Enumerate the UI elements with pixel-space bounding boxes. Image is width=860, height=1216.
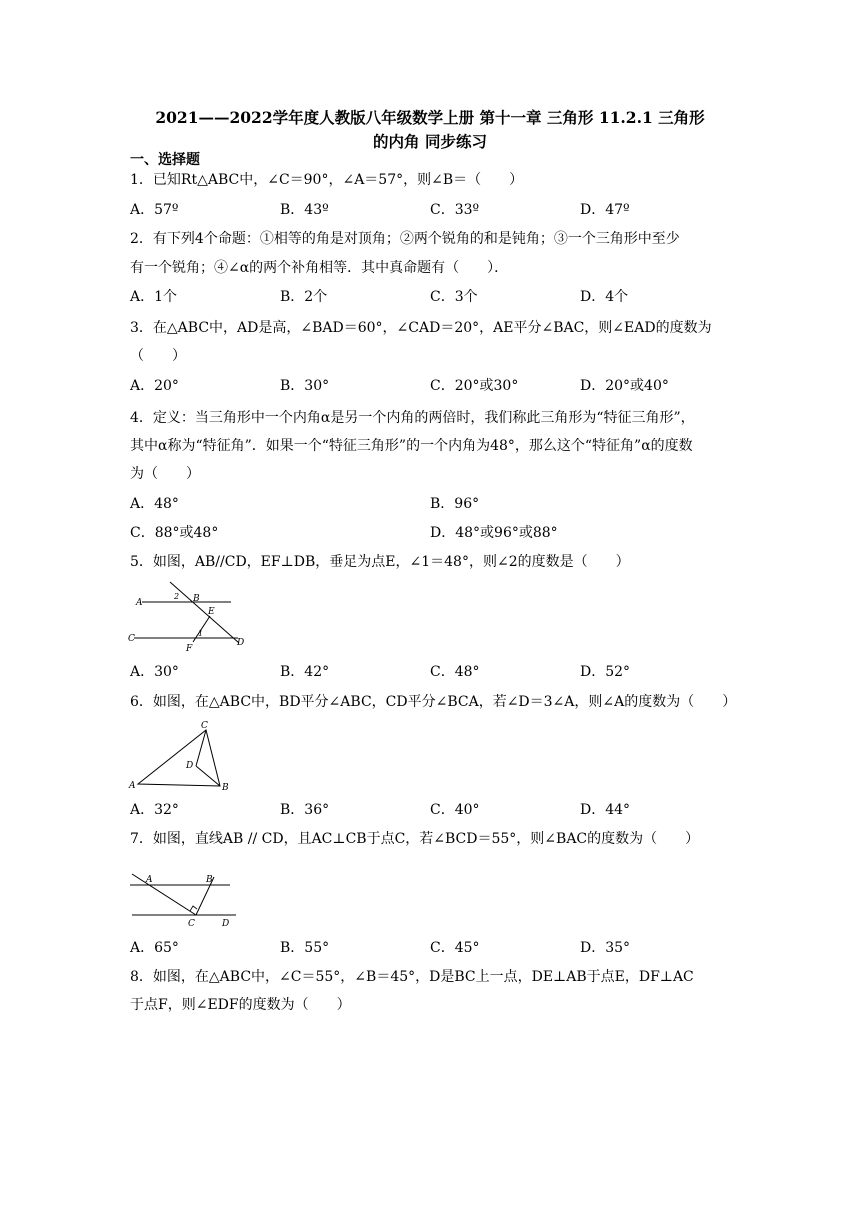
question-7-text: 7．如图，直线AB // CD，且AC⊥CB于点C，若∠BCD＝55°，则∠BAC的度数为（ ） [130, 831, 700, 847]
q2-option-c: C．3个 [430, 289, 478, 305]
question-8-line2: 于点F，则∠EDF的度数为（ ） [130, 997, 351, 1013]
question-3-line1: 3．在△ABC中，AD是高，∠BAD＝60°，∠CAD＝20°，AE平分∠BAC，则∠EAD的度数为 [130, 320, 712, 336]
q1-option-c: C．33º [430, 202, 480, 218]
q3-option-c: C．20°或30° [430, 378, 519, 394]
label-d: D [186, 761, 194, 771]
q6-option-d: D．44° [580, 802, 631, 818]
q3-option-d: D．20°或40° [580, 378, 669, 394]
line-bd [196, 766, 220, 786]
q4-option-c: C．88°或48° [130, 525, 219, 541]
question-3-line2: （ ） [130, 348, 186, 364]
question-4-line3: 为（ ） [130, 466, 200, 482]
question-4-line1: 4．定义：当三角形中一个内角α是另一个内角的两倍时，我们称此三角形为“特征三角形”， [130, 410, 695, 426]
q2-option-b: B．2个 [280, 289, 328, 305]
label-b: B [206, 875, 213, 885]
q7-parallel-lines-figure [126, 868, 238, 930]
line-ac [132, 874, 196, 915]
line-bd [170, 582, 239, 643]
q4-option-b: B．96° [430, 496, 480, 512]
label-c: C [188, 919, 195, 929]
label-a: A [136, 598, 143, 608]
q1-option-d: D．47º [580, 202, 630, 218]
q6-option-b: B．36° [280, 802, 330, 818]
q7-option-c: C．45° [430, 940, 480, 956]
q6-option-c: C．40° [430, 802, 480, 818]
label-b: B [222, 783, 229, 793]
label-c: C [201, 721, 208, 731]
q6-triangle-figure [126, 716, 236, 796]
label-d: D [222, 919, 230, 929]
question-6-text: 6．如图，在△ABC中，BD平分∠ABC，CD平分∠BCA，若∠D＝3∠A，则∠A的度数为（ ） [130, 694, 737, 710]
label-b: B [193, 594, 200, 604]
q7-option-b: B．55° [280, 940, 330, 956]
line-cd [196, 730, 206, 766]
triangle-abc [138, 730, 220, 786]
question-5-text: 5．如图，AB//CD，EF⊥DB，垂足为点E，∠1＝48°，则∠2的度数是（ ） [130, 554, 630, 570]
q3-option-a: A．20° [130, 378, 179, 394]
q1-option-b: B．43º [280, 202, 329, 218]
label-a: A [146, 875, 153, 885]
label-c: C [128, 634, 135, 644]
label-a: A [129, 781, 136, 791]
q7-option-a: A．65° [130, 940, 179, 956]
question-1-text: 1．已知Rt△ABC中，∠C＝90°，∠A＝57°，则∠B＝（ ） [130, 172, 524, 188]
label-e: E [208, 607, 215, 617]
question-2-line1: 2．有下列4个命题：①相等的角是对顶角；②两个锐角的和是钝角；③一个三角形中至少 [130, 231, 680, 247]
q5-option-b: B．42° [280, 664, 330, 680]
question-8-line1: 8．如图，在△ABC中，∠C＝55°，∠B＝45°，D是BC上一点，DE⊥AB于点E，DF⊥AC [130, 969, 694, 985]
q5-parallel-lines-figure [126, 578, 256, 654]
question-2-line2: 有一个锐角；④∠α的两个补角相等．其中真命题有（ ）． [130, 260, 509, 276]
question-4-line2: 其中α称为“特征角”．如果一个“特征三角形”的一个内角为48°，那么这个“特征角”α的度数 [130, 438, 693, 454]
label-angle-2: 2 [174, 592, 180, 601]
right-angle-mark [190, 906, 197, 911]
q6-option-a: A．32° [130, 802, 179, 818]
q3-option-b: B．30° [280, 378, 330, 394]
label-angle-1: 1 [198, 629, 204, 638]
q2-option-d: D．4个 [580, 289, 629, 305]
q5-option-a: A．30° [130, 664, 179, 680]
section-heading: 一、选择题 [130, 152, 200, 168]
worksheet-title-line1: 2021——2022学年度人教版八年级数学上册 第十一章 三角形 11.2.1 三角形 [155, 108, 705, 127]
worksheet-title-line2: 的内角 同步练习 [373, 132, 487, 151]
q7-option-d: D．35° [580, 940, 631, 956]
label-f: F [186, 644, 193, 654]
q1-option-a: A．57º [130, 202, 179, 218]
label-d: D [237, 638, 245, 648]
q4-option-d: D．48°或96°或88° [430, 525, 558, 541]
q2-option-a: A．1个 [130, 289, 178, 305]
q5-option-c: C．48° [430, 664, 480, 680]
q4-option-a: A．48° [130, 496, 179, 512]
q5-option-d: D．52° [580, 664, 631, 680]
